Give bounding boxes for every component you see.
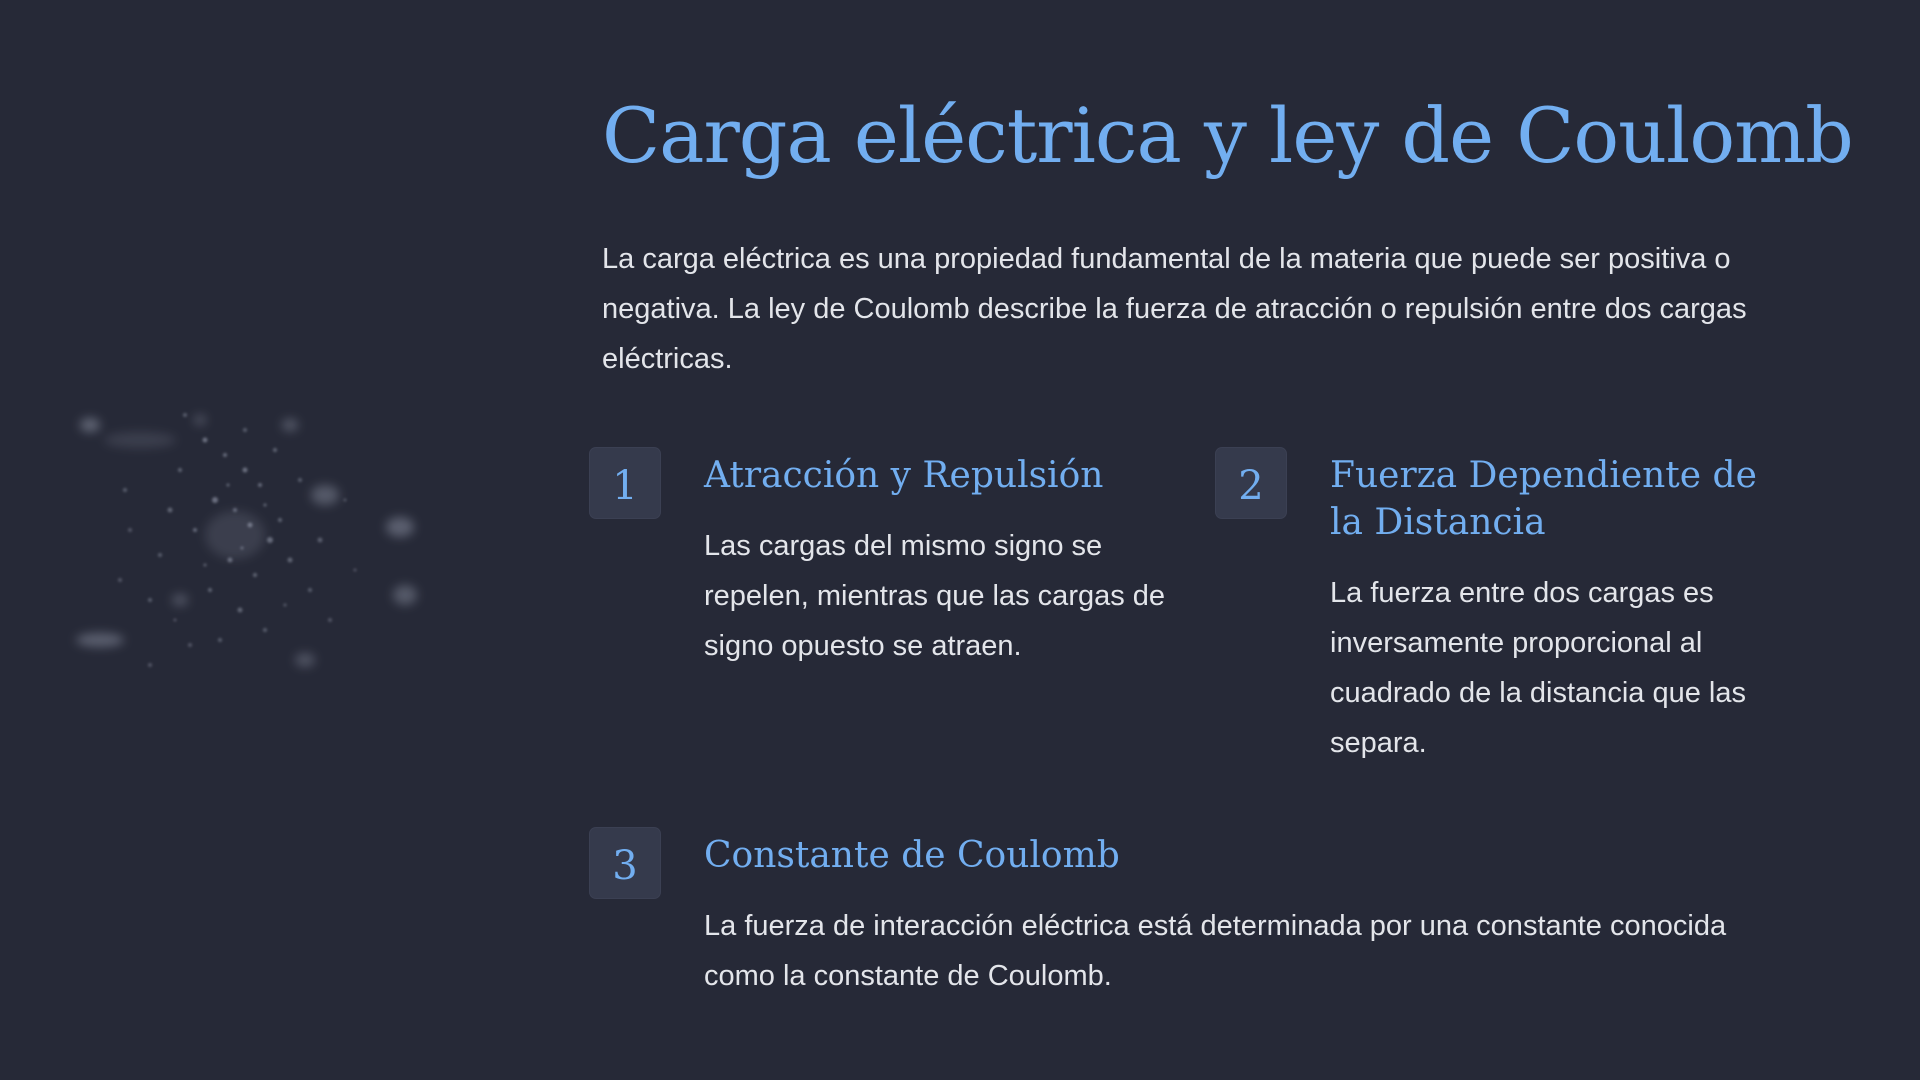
item-title-1: Atracción y Repulsión — [704, 455, 1104, 496]
slide-title: Carga eléctrica y ley de Coulomb — [602, 91, 1853, 180]
item-title-2: Fuerza Dependiente de la Distancia — [1330, 455, 1757, 543]
item-title-3: Constante de Coulomb — [704, 835, 1120, 876]
item-text-2: La fuerza entre dos cargas es inversamente proporcional al cuadrado de la distancia que las separa. — [1330, 577, 1746, 759]
item-number-badge-1: 1 — [590, 448, 660, 518]
item-text-3: La fuerza de interacción eléctrica está determinada por una constante conocida como la constante de Coulomb. — [704, 910, 1727, 992]
item-number-badge-2: 2 — [1216, 448, 1286, 518]
item-number-badge-3: 3 — [590, 828, 660, 898]
intro-paragraph: La carga eléctrica es una propiedad fundamental de la materia que puede ser positiva o negativa. La ley de Coulomb describe la fuerza de atracción o repulsión entre dos cargas eléctricas. — [602, 243, 1747, 375]
item-text-1: Las cargas del mismo signo se repelen, mientras que las cargas de signo opuesto se atraen. — [704, 530, 1166, 662]
